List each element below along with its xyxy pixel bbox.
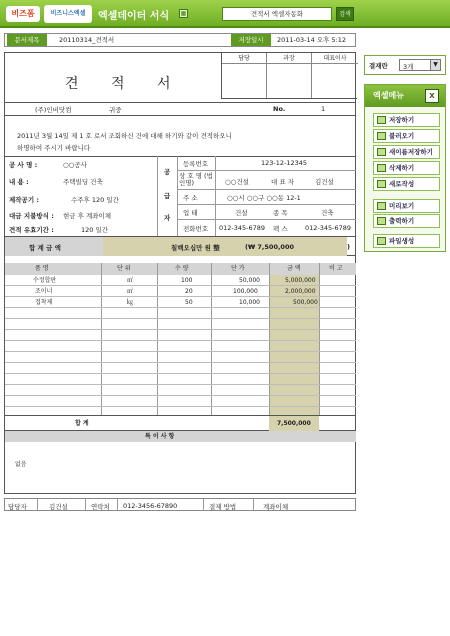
new-button-label: 새로작성: [389, 180, 415, 188]
period-label: 제작공기 :: [9, 196, 39, 204]
app-title: 엑셀데이터 서식: [98, 11, 170, 22]
table-row[interactable]: [5, 286, 356, 297]
table-row[interactable]: [5, 341, 356, 352]
preview-icon: [377, 202, 386, 210]
validity-value[interactable]: 120 일간: [81, 226, 109, 234]
table-row[interactable]: [5, 308, 356, 319]
estimate-sheet: [4, 52, 356, 494]
item-qty[interactable]: 50: [185, 299, 193, 306]
chevron-down-icon[interactable]: ▼: [430, 60, 440, 70]
item-qty[interactable]: 20: [185, 288, 193, 295]
new-button[interactable]: [373, 177, 440, 191]
total-amount-label: 합 계 금 액: [29, 244, 61, 252]
file-icon: [377, 237, 386, 245]
approval-staff: 담당: [222, 53, 266, 64]
reg-value[interactable]: 123-12-12345: [261, 159, 308, 167]
approval-count-value: 3개: [403, 63, 414, 71]
fax-label: 팩 스: [273, 225, 288, 233]
tel-value[interactable]: 012-345-6789: [219, 224, 266, 232]
table-row[interactable]: [5, 297, 356, 308]
approval-count-select[interactable]: [399, 59, 441, 71]
item-name[interactable]: 접착제: [35, 299, 53, 306]
preview-button-label: 미리보기: [389, 202, 415, 210]
client-suffix: 귀중: [109, 106, 122, 114]
print-button[interactable]: [373, 214, 440, 228]
table-row[interactable]: [5, 385, 356, 396]
no-value[interactable]: 1: [321, 105, 326, 113]
col-header-amount: 금 액: [287, 265, 301, 272]
total-amount-korean[interactable]: 칠백오십만 원 整: [171, 244, 220, 252]
print-button-label: 출력하기: [389, 217, 415, 225]
payment-method-value[interactable]: 현금 후 계좌이체: [63, 212, 112, 220]
col-header-name: 품 명: [35, 265, 49, 272]
address-label: 주 소: [183, 194, 198, 202]
address-value[interactable]: ○○시 ○○구 ○○동 12-1: [227, 194, 301, 202]
table-row[interactable]: [5, 275, 356, 286]
item-price[interactable]: 50,000: [239, 277, 260, 284]
item-unit[interactable]: ㎏: [127, 299, 134, 306]
business-type-label: 업 태: [183, 209, 198, 217]
payment-method-label: 대금 지불방식 :: [9, 212, 54, 220]
save-as-icon: [377, 148, 386, 156]
sum-row: [5, 415, 356, 431]
approval-count-label: 결재란: [369, 62, 388, 70]
excel-icon: X: [425, 89, 439, 103]
save-as-button[interactable]: [373, 145, 440, 159]
approval-manager: 과장: [267, 53, 311, 64]
business-excel-logo[interactable]: 비즈니스엑셀: [44, 5, 92, 23]
trash-icon: [377, 164, 386, 172]
period-value[interactable]: 수주후 120 일간: [71, 196, 119, 204]
total-amount-row: [5, 236, 356, 256]
item-amount[interactable]: 500,000: [293, 299, 318, 306]
top-bar: [0, 0, 450, 28]
item-amount[interactable]: 5,000,000: [285, 277, 316, 284]
table-row[interactable]: [5, 319, 356, 330]
company-label: 상 호 명 (법인명): [179, 172, 213, 187]
doc-name-value[interactable]: 20110314_견적서: [59, 36, 115, 44]
ceo-label: 대 표 자: [271, 178, 294, 186]
save-icon: [377, 116, 386, 124]
item-price[interactable]: 100,000: [233, 288, 258, 295]
supplier-side-3: 자: [164, 214, 171, 222]
bizform-logo[interactable]: 비즈폼: [6, 6, 40, 22]
client-name[interactable]: (주)인비닷컴: [35, 106, 72, 114]
content-label: 내 용 :: [9, 178, 29, 186]
save-date-value: 2011-03-14 오후 5:12: [277, 36, 347, 44]
doc-info-bar: [4, 33, 356, 47]
business-type-value[interactable]: 건설: [235, 209, 248, 217]
payment-value[interactable]: 계좌이체: [263, 503, 289, 511]
approval-box: [221, 53, 357, 99]
total-amount-number[interactable]: (₩ 7,500,000: [245, 243, 295, 251]
approval-count-panel: [364, 55, 446, 75]
save-button[interactable]: [373, 113, 440, 127]
delete-button[interactable]: [373, 161, 440, 175]
doc-title: 견 적 서: [65, 76, 185, 92]
save-date-label: 저장일시: [231, 34, 271, 46]
item-price[interactable]: 10,000: [239, 299, 260, 306]
sum-label: 합 계: [75, 420, 89, 427]
business-item-label: 종 목: [273, 209, 288, 217]
file-create-button-label: 파일생성: [389, 237, 415, 245]
ceo-value[interactable]: 김건설: [315, 178, 334, 186]
company-value[interactable]: ○○건설: [225, 178, 249, 186]
doc-name-label: 문서제목: [7, 34, 47, 46]
excel-menu: [364, 84, 446, 252]
payment-label: 결제 방법: [209, 503, 237, 511]
approval-ceo: 대표이사: [312, 53, 358, 64]
table-row[interactable]: [5, 352, 356, 363]
notes-title: 특 이 사 항: [145, 433, 175, 440]
item-name[interactable]: 조이너: [35, 288, 53, 295]
folder-icon: [377, 132, 386, 140]
col-header-note: 비 고: [329, 265, 343, 272]
item-qty[interactable]: 100: [181, 277, 193, 284]
col-header-unit: 단 위: [117, 265, 131, 272]
excel-menu-header: [365, 85, 445, 107]
fax-value[interactable]: 012-345-6789: [305, 224, 352, 232]
search-button[interactable]: 검색: [336, 7, 354, 21]
supplier-side-2: 급: [164, 192, 171, 200]
notes-value[interactable]: 없음: [15, 461, 27, 468]
sum-value: 7,500,000: [277, 420, 311, 427]
intro-line-1: 2011년 3월 14일 제 1 호 로서 조회하신 건에 대해 하기와 같이 견적하오니: [17, 132, 232, 140]
col-header-qty: 수 량: [175, 265, 189, 272]
contact-label: 연락처: [91, 503, 110, 511]
tel-label: 전화번호: [183, 225, 209, 233]
file-create-button[interactable]: [373, 234, 440, 248]
preview-button[interactable]: [373, 199, 440, 213]
no-label: No.: [273, 105, 286, 113]
table-row[interactable]: [5, 396, 356, 407]
footer-bar: [4, 498, 356, 511]
new-doc-icon: [377, 180, 386, 188]
item-name[interactable]: 수정합판: [33, 277, 57, 284]
excel-sheet-icon: ▦: [180, 10, 187, 17]
intro-line-2: 하명하여 주시기 바랍니다: [17, 144, 91, 152]
contact-value[interactable]: 012-3456-67890: [123, 502, 178, 510]
validity-label: 견적 유효기간 :: [9, 226, 54, 234]
manager-value[interactable]: 김건설: [49, 503, 68, 511]
total-amount-close: ): [347, 243, 350, 251]
project-value[interactable]: ○○공사: [63, 161, 87, 169]
supplier-side-1: 공: [164, 168, 171, 176]
save-button-label: 저장하기: [389, 116, 415, 124]
load-button[interactable]: [373, 129, 440, 143]
doc-select[interactable]: 견적서 엑셀자동화: [222, 7, 332, 21]
col-header-price: 단 가: [231, 265, 245, 272]
item-unit[interactable]: ㎡: [127, 277, 134, 284]
table-row[interactable]: [5, 330, 356, 341]
manager-label: 담당자: [8, 503, 27, 511]
save-as-button-label: 새이름저장하기: [389, 148, 433, 156]
table-row[interactable]: [5, 363, 356, 374]
project-label: 공 사 명 :: [9, 161, 38, 169]
printer-icon: [377, 217, 386, 225]
load-button-label: 불러오기: [389, 132, 415, 140]
business-item-value[interactable]: 건축: [321, 209, 334, 217]
item-amount[interactable]: 2,000,000: [285, 288, 316, 295]
reg-label: 등록번호: [183, 160, 209, 168]
item-unit[interactable]: ㎡: [127, 288, 134, 295]
delete-button-label: 삭제하기: [389, 164, 415, 172]
content-value[interactable]: 주택빌딩 건축: [63, 178, 103, 186]
excel-menu-title: 엑셀메뉴: [373, 91, 404, 100]
table-row[interactable]: [5, 374, 356, 385]
